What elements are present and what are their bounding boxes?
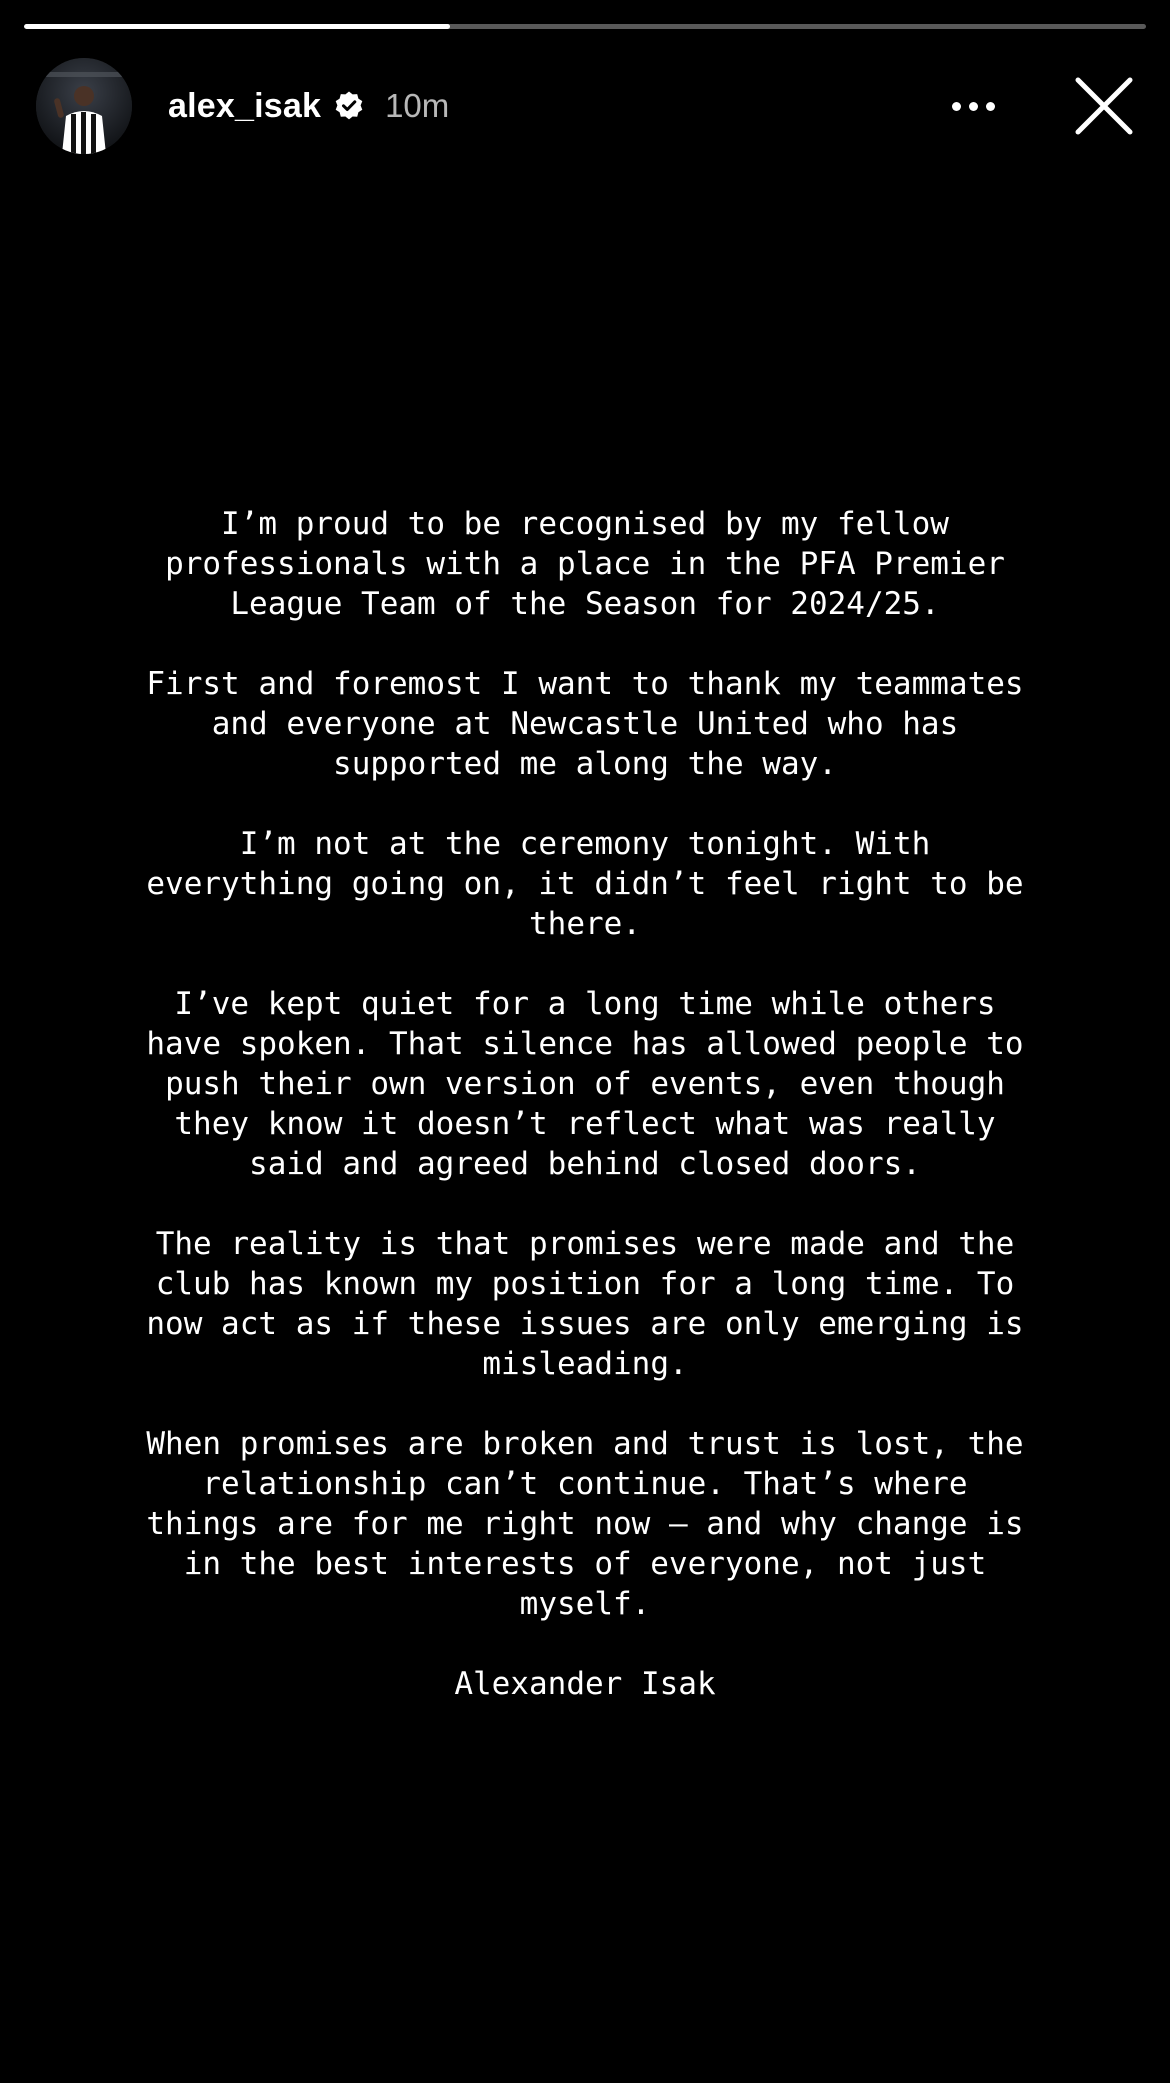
more-dot xyxy=(969,102,978,111)
statement-paragraph: I’m not at the ceremony tonight. With everything going on, it didn’t feel right to be there. xyxy=(146,826,1024,942)
verified-badge-icon xyxy=(333,90,365,122)
story-header xyxy=(36,58,1140,154)
statement-paragraph: I’m proud to be recognised by my fellow professionals with a place in the PFA Premier League Team of the Season for 2024/25. xyxy=(165,506,1005,622)
username[interactable]: alex_isak xyxy=(168,86,322,125)
story-progress-bar xyxy=(24,24,1146,29)
statement-text xyxy=(70,504,1100,1704)
close-x-icon xyxy=(1072,74,1136,138)
statement-paragraph: I’ve kept quiet for a long time while others have spoken. That silence has allowed people to push their own version of events, even though they know it doesn’t reflect what was really said and agreed behind closed doors. xyxy=(146,986,1024,1182)
close-button[interactable] xyxy=(1068,70,1140,142)
avatar[interactable] xyxy=(36,58,132,154)
more-dot xyxy=(986,102,995,111)
statement-signature: Alexander Isak xyxy=(454,1666,716,1702)
more-options-button[interactable] xyxy=(938,76,1008,136)
story-progress-fill xyxy=(24,24,450,29)
post-timestamp: 10m xyxy=(385,87,450,124)
more-dots-icon xyxy=(952,102,961,111)
statement-paragraph: First and foremost I want to thank my teammates and everyone at Newcastle United who has supported me along the way. xyxy=(146,666,1024,782)
statement-paragraph: The reality is that promises were made and the club has known my position for a long time. To now act as if these issues are only emerging is misleading. xyxy=(146,1226,1024,1382)
statement-paragraph: When promises are broken and trust is lost, the relationship can’t continue. That’s where things are for me right now — and why change is in the best interests of everyone, not just myself. xyxy=(146,1426,1024,1622)
avatar-image xyxy=(36,58,132,154)
